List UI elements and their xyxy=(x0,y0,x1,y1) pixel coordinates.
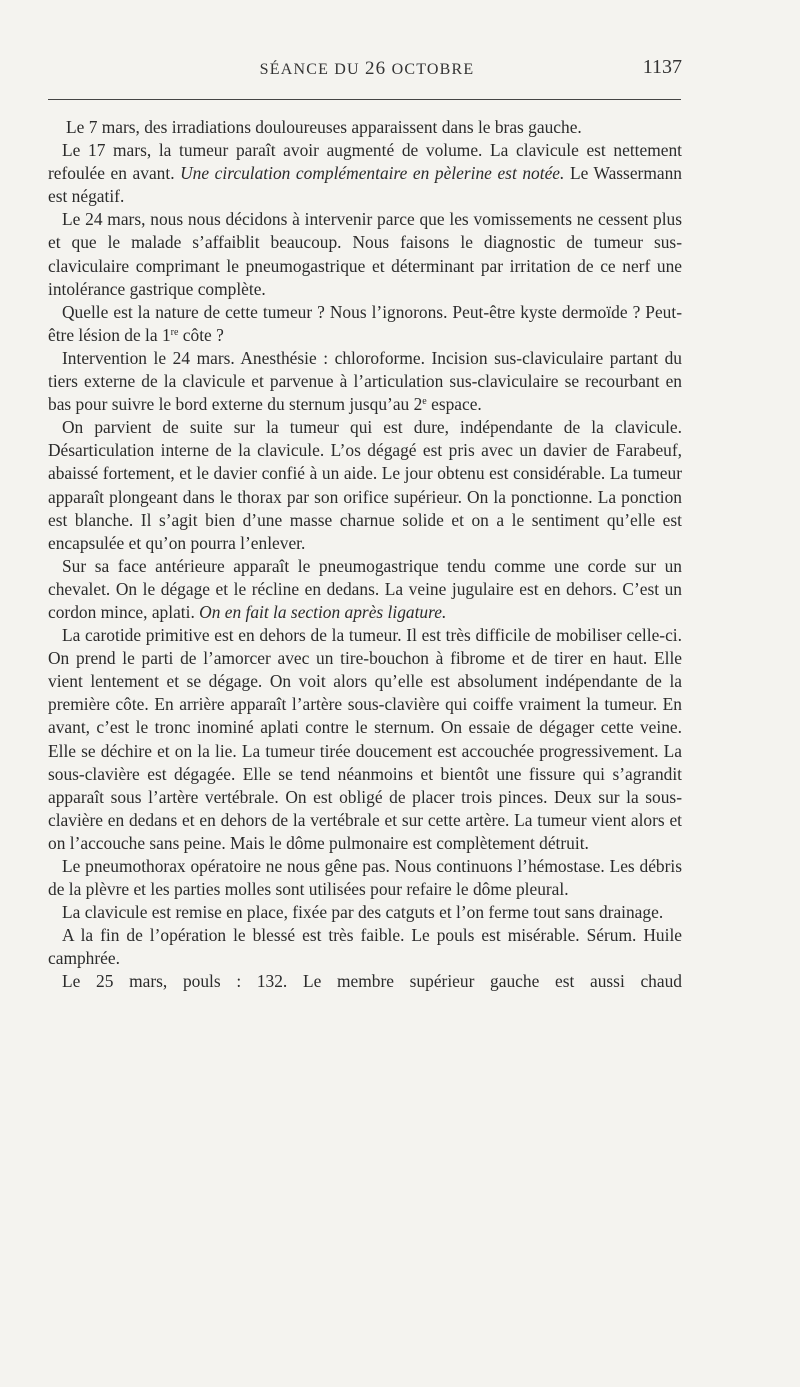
text-run: Le pneumothorax opératoire ne nous gêne pas. Nous continuons l’hémostase. Les débris de la plèvre et les parties molles sont utilisées pour refaire le dôme pleural. xyxy=(48,856,682,900)
text-run: La clavicule est remise en place, fixée par des catguts et l’on ferme tout sans drainage. xyxy=(62,902,664,923)
paragraph xyxy=(48,139,682,208)
paragraph xyxy=(48,301,682,347)
paragraph xyxy=(48,416,682,555)
paragraph xyxy=(48,924,682,970)
paragraph xyxy=(48,855,682,901)
header-rule xyxy=(48,99,681,100)
text-run: Le 24 mars, nous nous décidons à intervenir parce que les vomissements ne cessent plus et que le malade s’affaiblit beaucoup. Nous faisons le diagnostic de tumeur sus-claviculaire comprimant le pneumogastrique et déterminant par irritation de ce nerf une intolérance gastrique complète. xyxy=(48,209,682,299)
text-run: côte ? xyxy=(178,324,224,345)
italic-text: On en fait la section après ligature. xyxy=(199,601,447,622)
running-title xyxy=(52,58,682,80)
text-run: Le Wassermann est négatif. xyxy=(48,163,682,207)
paragraph xyxy=(48,555,682,624)
paragraph xyxy=(48,970,682,993)
page-header xyxy=(52,58,682,88)
text-run: Le 25 mars, pouls : 132. Le membre supérieur gauche est aussi chaud xyxy=(62,971,682,992)
paragraph xyxy=(48,901,682,924)
text-run: Intervention le 24 mars. Anesthésie : chloroforme. Incision sus-claviculaire partant du tiers externe de la clavicule et parvenue à l’articulation sus-claviculaire se recourbant en bas pour suivre le bord externe du sternum jusqu’au 2 xyxy=(48,347,682,415)
paragraph xyxy=(48,116,682,139)
superscript: e xyxy=(422,396,427,408)
text-run: Le 17 mars, la tumeur paraît avoir augmenté de volume. La clavicule est nettement refoulée en avant. xyxy=(48,140,682,184)
paragraph xyxy=(48,624,682,855)
running-title-part-a: SÉANCE DU xyxy=(259,61,365,78)
italic-text: Une circulation complémentaire en pèlerine est notée. xyxy=(180,163,565,184)
text-run: On parvient de suite sur la tumeur qui est dure, indépendante de la clavicule. Désarticulation interne de la clavicule. L’os dégagé est pris avec un davier de Farabeuf, abaissé fortement, et le davier confié à un aide. Le jour obtenu est considérable. La tumeur apparaît plongeant dans le thorax par son orifice supérieur. On la ponctionne. La ponction est blanche. Il s’agit bien d’une masse charnue solide et on a le sentiment qu’elle est encapsulée et qu’on pourra l’enlever. xyxy=(48,417,682,553)
text-run: A la fin de l’opération le blessé est très faible. Le pouls est misérable. Sérum. Huile camphrée. xyxy=(48,925,682,969)
superscript: re xyxy=(170,326,179,338)
text-run: espace. xyxy=(426,394,482,415)
running-title-day: 26 xyxy=(364,58,387,79)
text-run: La carotide primitive est en dehors de la tumeur. Il est très difficile de mobiliser celle-ci. On prend le parti de l’amorcer avec un tire-bouchon à fibrome et de tirer en haut. Elle vient lentement et se dégage. On voit alors qu’elle est absolument indépendante de la première côte. En arrière apparaît l’artère sous-clavière qui coiffe vraiment la tumeur. En avant, c’est le tronc inominé aplati contre le sternum. On essaie de dégager cette veine. Elle se déchire et on la lie. La tumeur tirée doucement est accouchée progressivement. La sous-clavière est dégagée. Elle se tend néanmoins et bientôt une fissure qui s’agrandit apparaît sous l’artère vertébrale. On est obligé de placer trois pinces. Deux sur la sous-clavière en dedans et en dehors de la vertébrale et sur cette artère. La tumeur vient alors et on l’accouche sans peine. Mais le dôme pulmonaire est complètement détruit. xyxy=(48,625,682,853)
paragraph xyxy=(48,347,682,416)
text-run: Le 7 mars, des irradiations douloureuses apparaissent dans le bras gauche. xyxy=(66,117,582,137)
running-title-part-b: OCTOBRE xyxy=(386,61,475,78)
page-number: 1137 xyxy=(642,56,682,78)
text-run: Quelle est la nature de cette tumeur ? Nous l’ignorons. Peut-être kyste dermoïde ? Peut-être lésion de la 1 xyxy=(48,301,682,345)
text-run: Sur sa face antérieure apparaît le pneumogastrique tendu comme une corde sur un chevalet. On le dégage et le récline en dedans. La veine jugulaire est en dehors. C’est un cordon mince, aplati. xyxy=(48,555,682,622)
paragraph xyxy=(48,208,682,300)
body-text xyxy=(48,116,682,994)
